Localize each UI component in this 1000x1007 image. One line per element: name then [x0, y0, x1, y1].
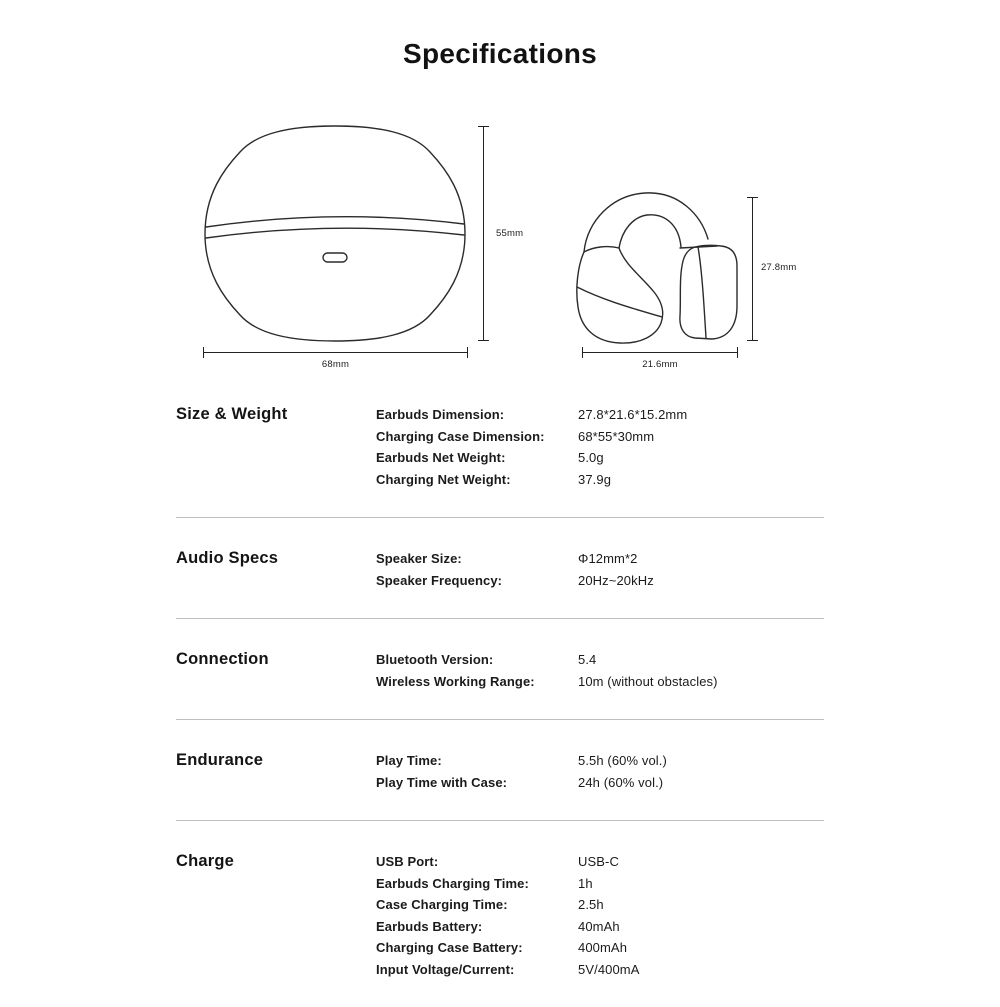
spec-row [376, 469, 824, 491]
spec-value: 10m (without obstacles) [578, 673, 718, 689]
spec-row [376, 851, 824, 873]
spec-label: Case Charging Time: [376, 897, 508, 912]
spec-label: Charging Case Battery: [376, 940, 523, 955]
spec-value: 68*55*30mm [578, 428, 655, 444]
section-rows [376, 649, 824, 692]
spec-value: 5.4 [578, 652, 597, 667]
earbud-height-dimension-line [747, 197, 758, 341]
spec-label: Play Time: [376, 753, 442, 768]
spec-label: Bluetooth Version: [376, 652, 494, 667]
spec-value: 5.5h (60% vol.) [578, 753, 667, 768]
earbud-hook-outer [584, 193, 708, 252]
spec-label: Input Voltage/Current: [376, 961, 515, 977]
spec-value: 40mAh [578, 918, 620, 934]
spec-row [376, 772, 824, 794]
section-title: Audio Specs [176, 549, 279, 567]
spec-value: 24h (60% vol.) [578, 774, 664, 790]
earbud-hook-inner [619, 215, 681, 248]
section-title: Size & Weight [176, 405, 288, 423]
section-title: Connection [176, 650, 269, 668]
spec-label: Wireless Working Range: [376, 673, 535, 689]
spec-label: USB Port: [376, 854, 439, 869]
section-title: Charge [176, 852, 235, 870]
spec-row [376, 649, 824, 671]
case-lid-seam-top [206, 217, 464, 227]
spec-label: Speaker Frequency: [376, 572, 503, 588]
spec-row [376, 873, 824, 895]
spec-row [376, 894, 824, 916]
spec-value: 400mAh [578, 940, 628, 955]
earbud-drawing [565, 185, 745, 350]
spec-value: 5.0g [578, 450, 604, 465]
earbud-width-dimension-line [582, 347, 738, 358]
spec-label: Charging Net Weight: [376, 471, 511, 487]
case-button [323, 253, 347, 262]
spec-label: Earbuds Net Weight: [376, 450, 506, 465]
case-width-dimension-line [203, 347, 468, 358]
spec-label: Speaker Size: [376, 551, 462, 566]
spec-row [376, 671, 824, 693]
spec-value: USB-C [578, 854, 619, 869]
case-width-label: 68mm [321, 359, 350, 370]
spec-value: Φ12mm*2 [578, 551, 638, 566]
earbud-height-label: 27.8mm [761, 262, 797, 273]
spec-row [376, 750, 824, 772]
spec-label: Charging Case Dimension: [376, 428, 545, 444]
section-rows [376, 750, 824, 793]
section-title: Endurance [176, 751, 264, 769]
case-lid-seam-bottom [206, 228, 464, 238]
spec-value: 27.8*21.6*15.2mm [578, 407, 688, 422]
spec-row [376, 548, 824, 570]
spec-row [376, 570, 824, 592]
earbud-speaker-seam [698, 247, 706, 338]
spec-value: 20Hz~20kHz [578, 572, 654, 588]
section-rows [376, 548, 824, 591]
spec-value: 2.5h [578, 897, 604, 912]
spec-row [376, 959, 824, 981]
spec-value: 5V/400mA [578, 961, 640, 977]
section-rows [376, 404, 824, 490]
page-title: Specifications [402, 38, 598, 69]
spec-row [376, 937, 824, 959]
spec-section [176, 404, 824, 517]
spec-value: 1h [578, 875, 593, 891]
spec-label: Play Time with Case: [376, 774, 508, 790]
case-height-dimension-line [478, 126, 489, 341]
spec-section [176, 719, 824, 820]
spec-row [376, 916, 824, 938]
spec-section [176, 820, 824, 1007]
spec-label: Earbuds Battery: [376, 918, 483, 934]
case-height-label: 55mm [496, 228, 524, 239]
spec-table [176, 404, 824, 1007]
spec-section [176, 618, 824, 719]
spec-row [376, 426, 824, 448]
spec-label: Earbuds Charging Time: [376, 875, 529, 891]
spec-row [376, 447, 824, 469]
earbud-speaker-outline [680, 245, 737, 339]
earbud-body-seam [577, 287, 662, 317]
earbud-width-label: 21.6mm [642, 359, 678, 370]
section-rows [376, 851, 824, 980]
spec-label: Earbuds Dimension: [376, 407, 505, 422]
charging-case-drawing [202, 124, 468, 343]
spec-value: 37.9g [578, 471, 612, 487]
spec-row [376, 404, 824, 426]
earbud-body-outline [577, 247, 663, 343]
spec-section [176, 517, 824, 618]
